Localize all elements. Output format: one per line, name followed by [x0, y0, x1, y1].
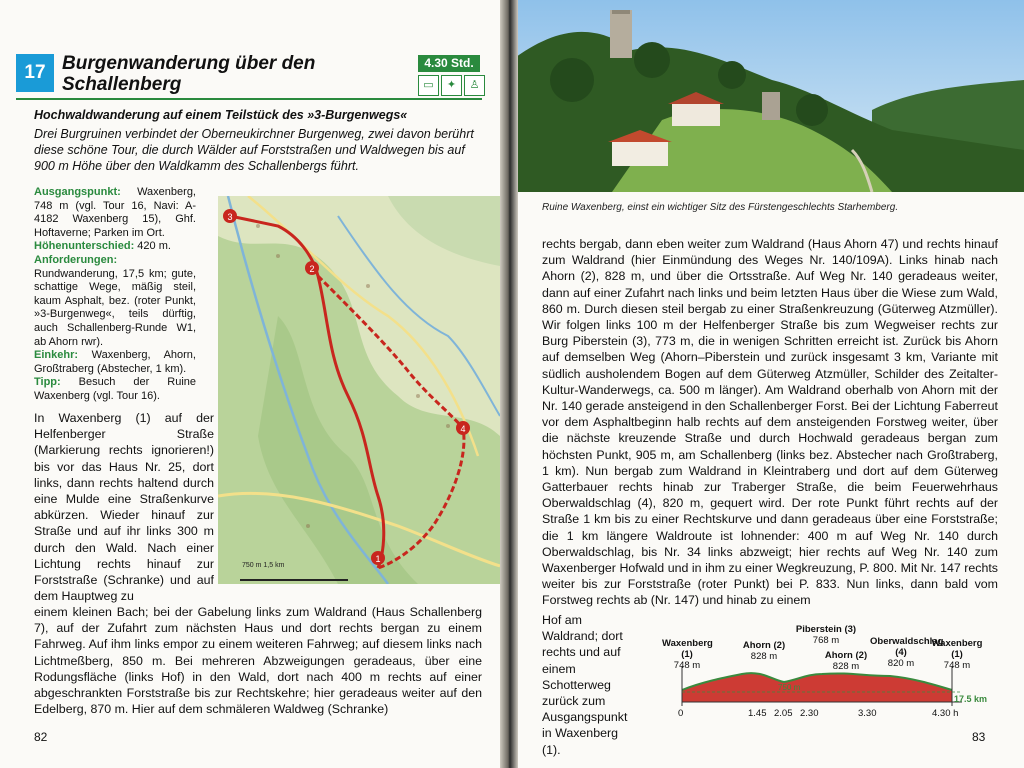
body-text-full: einem kleinen Bach; bei der Gabelung links zum Waldrand (Haus Schallenberg 7), auf der Zufahrt zum nächsten Haus und dort rechts bergan zu einem Fahrweg. Auf ihm links empor zu einem weiteren Fahrweg; auf diesem links nach Lichtmeßberg, 850 m. Bei mehreren Abzweigungen geradeaus, über eine Rodungsfläche (links Hof) in den Wald, dort nach 400 m rechts auf einer abgeschrankten Forststraße bis zur Rechtskehre; hier geradeaus weiter auf den Edelberg, 870 m. Hier auf dem schmäleren Waldweg (Schranke)	[34, 605, 482, 717]
profile-time-0: 0	[678, 708, 684, 719]
header-rule	[16, 98, 482, 100]
profile-label-ahorn-2: Ahorn (2) 828 m	[824, 650, 868, 672]
route-map	[218, 196, 500, 584]
profile-label-waxenberg-start: Waxenberg (1) 748 m	[662, 638, 713, 671]
left-page	[0, 0, 506, 768]
hiker-icon: ✦	[441, 75, 462, 96]
info-start: Ausgangspunkt: Waxenberg, 748 m (vgl. Tour 16, Navi: A-4182 Waxenberg 15), Ghf. Hoftaverne; Parken im Ort.	[34, 186, 196, 239]
info-refreshment: Einkehr: Waxenberg, Ahorn, Großtraberg (Abstecher, 1 km).	[34, 349, 196, 375]
map-graphic	[218, 196, 500, 584]
family-icon: ♙	[464, 75, 485, 96]
page-number-left: 82	[34, 730, 48, 744]
svg-text:1: 1	[375, 554, 381, 564]
photo-caption: Ruine Waxenberg, einst ein wichtiger Sitz des Fürstengeschlechts Starhemberg.	[542, 202, 899, 213]
intro-text: Drei Burgruinen verbindet der Oberneukirchner Burgenweg, zwei davon berührt diese schöne Tour, die durch Wälder auf Forststraßen und Waldwegen bis auf 900 m Höhe über den Waldkamm des Schallenbergs führt.	[34, 127, 474, 173]
profile-label-waxenberg-end: Waxenberg (1) 748 m	[931, 638, 983, 671]
profile-time-4: 3.30	[858, 708, 877, 719]
profile-label-ahorn-1: Ahorn (2) 828 m	[742, 640, 786, 662]
body-text-end: Hof am Waldrand; dort rechts und auf einem Schotterweg zurück zum Ausgangspunkt in Waxenberg (1).	[542, 613, 628, 757]
profile-label-piberstein: Piberstein (3) 768 m	[795, 624, 857, 646]
right-page	[512, 0, 1024, 768]
tour-icons	[418, 75, 485, 96]
info-box	[34, 186, 196, 404]
bus-icon: ▭	[418, 75, 439, 96]
profile-time-5: 4.30 h	[932, 708, 959, 719]
tour-title: Burgenwanderung über den Schallenberg	[62, 53, 316, 95]
tour-number: 17	[16, 54, 54, 92]
subtitle: Hochwaldwanderung auf einem Teilstück des »3-Burgenwegs«	[34, 108, 408, 122]
profile-base-elev: 750 m	[778, 683, 801, 692]
info-elevation: Höhenunterschied: 420 m.	[34, 240, 171, 253]
page-number-right: 83	[972, 730, 986, 744]
body-text-column: In Waxenberg (1) auf der Helfenberger Straße (Markierung rechts ignorieren!) bis vor das Haus Nr. 25, dort links, dann rechts haltend durch eine Mulde eine Straßenkurve abkürzen. Wieder hinauf zur Straße und auf ihr links 300 m durch den Wald. Nach einer Lichtung rechts hinauf zur Forststraße (Schranke) und auf dem Hauptweg zu	[34, 411, 214, 604]
map-scale: 750 m 1,5 km	[242, 562, 285, 569]
svg-text:4: 4	[460, 424, 466, 434]
profile-time-1: 1.45	[748, 708, 767, 719]
svg-text:2: 2	[309, 264, 315, 274]
photo-graphic	[512, 0, 1024, 192]
castle-photo	[512, 0, 1024, 192]
profile-distance: 17.5 km	[954, 694, 988, 704]
body-text-right: rechts bergab, dann eben weiter zum Waldrand (Haus Ahorn 47) und rechts hinauf zum Waldrand (hier Einmündung des Weges Nr. 140/109A). Links hinab nach Ahorn (2), 828 m, und über die Ortsstraße. Auf Weg Nr. 140 geradeaus weiter, dann auf einer Zufahrt nach links und beim letzten Haus über die Wiese zum Wald, 860 m. Durch diesen steil bergab zu einer Straßenkreuzung (Güterweg Atzmüller). Wir folgen links 100 m der Helfenberger Straße bis zum Wegweiser rechts zur Burg Piberstein (3), 773 m, die in wenigen Schritten erreicht ist. Zurück bis Ahorn auf demselben Weg (Ahorn–Piberstein und zurück insgesamt 3 km, Variante mit südlich ausholendem Bogen auf dem Güterweg Atzmüller, Schilder des Zeitalter-Kultur-Wanderwegs, ca. 500 m länger). Am Waldrand oberhalb von Ahorn mit der Nr. 140 gerade ansteigend in den Schallenberger Forst. Bei der Lichtung Faberreut vor dem Asphaltbeginn halb rechts auf dem ansteigenden Forstweg weiter, über die nächste kreuzende Straße und durch Hochwald geradeaus bergan zum höchsten Punkt, 905 m, am Schallenberg (links bez. Abstecher nach Großtraberg, 1 km). Nun bergab zum Waldrand in Kleintraberg und dort auf dem Güterweg Gatterbauer rechts hinab zur Traberger Straße, die beim Feuerwehrhaus Oberwaldschlag (4), 820 m, gequert wird. Der rote Punkt führt rechts auf der Straße 1 km bis zu einer Rechtskurve und dann geradeaus über eine Forststraße; die 1 km längere Waldroute ist lohnender: 400 m auf Weg Nr. 140 durch Oberwaldschlag, bis Nr. 34 links abzweigt; hier rechts auf Weg Nr. 140 zum Waxenberger Hofwald und in ihm zu einer Wegkreuzung, P. 800. Mit Nr. 147 rechts weiter bis zur Forststraße (roter Punkt) bei P. 833. Nun links, dann bald vom Forstweg rechts ab (Nr. 147) und hinab zu einem	[542, 237, 998, 608]
svg-text:3: 3	[227, 212, 233, 222]
info-tip: Tipp: Besuch der Ruine Waxenberg (vgl. Tour 16).	[34, 376, 196, 402]
elevation-profile	[662, 622, 988, 726]
book-gutter	[500, 0, 518, 768]
profile-label-oberwaldschlag: Oberwaldschlag (4) 820 m	[870, 636, 944, 669]
duration-badge: 4.30 Std.	[418, 55, 480, 72]
profile-time-2: 2.05	[774, 708, 793, 719]
info-requirements: Anforderungen: Rundwanderung, 17,5 km; gute, schattige Wege, mäßig steil, kaum Asphalt, bez. (roter Punkt, »3-Burgenweg«, teils dürftig, auch Schallenberg-Runde W1, ab Ahorn rwr).	[34, 253, 196, 348]
profile-time-3: 2.30	[800, 708, 819, 719]
